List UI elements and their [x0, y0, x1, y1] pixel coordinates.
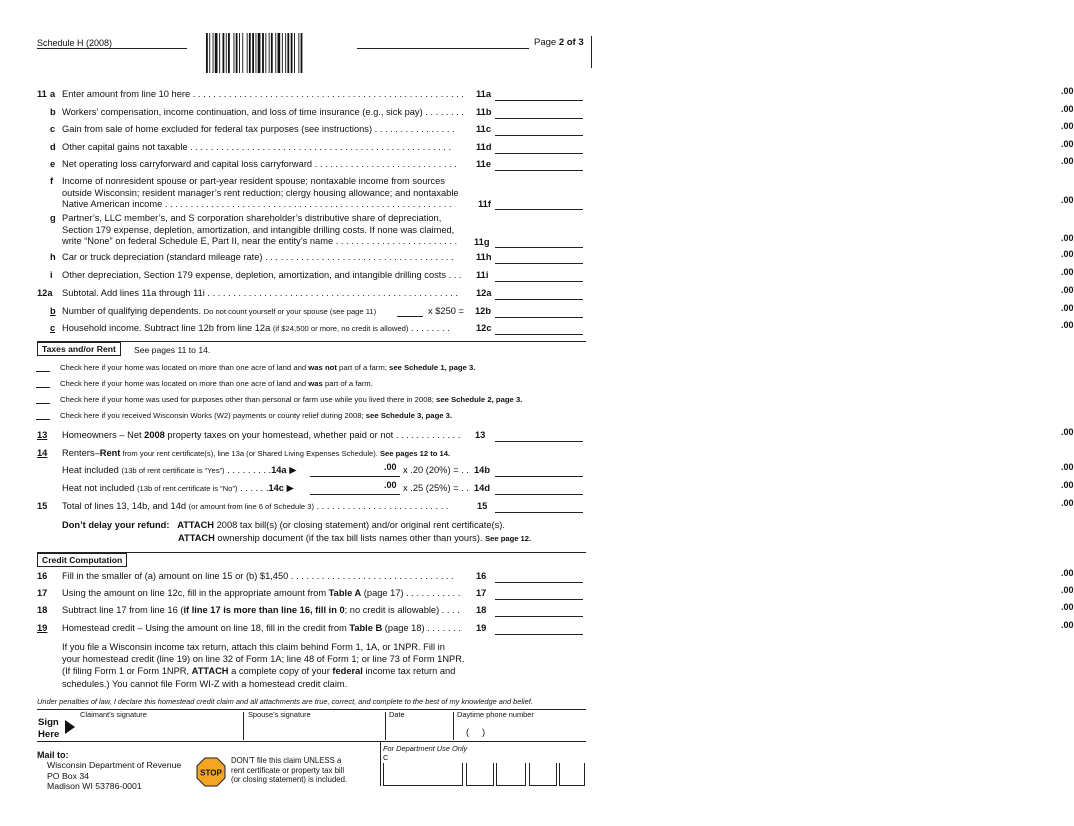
- sign-here-label: Sign Here: [38, 717, 60, 740]
- penalties-statement: Under penalties of law, I declare this homestead credit claim and all attachments are true, correct, and complete to the best of my knowledge and belief.: [37, 697, 533, 706]
- amount-19[interactable]: .00: [495, 623, 583, 635]
- amount-17[interactable]: .00: [495, 588, 583, 600]
- refund-notice-2: ATTACH ownership document (if the tax bill lists names other than yours). See page 12.: [178, 533, 532, 543]
- mail-to-label: Mail to:: [37, 750, 69, 760]
- sign-arrow-icon: [65, 720, 75, 734]
- barcode-bar: [278, 33, 281, 73]
- line-12b: b Number of qualifying dependents. Do not count yourself or your spouse (see page 11) x $250 = 12b .00: [50, 303, 1074, 316]
- amount-16[interactable]: .00: [495, 571, 583, 583]
- stop-notice: DON’T file this claim UNLESS a rent certificate or property tax bill (or closing statement) is included.: [231, 756, 348, 785]
- barcode-bar: [294, 33, 295, 73]
- arrow-icon: ▶: [289, 465, 297, 475]
- amount-13[interactable]: .00: [495, 430, 583, 442]
- barcode-bar: [242, 33, 243, 73]
- line-11b: b Workers’ compensation, income continuation, and loss of time insurance (e.g., sick pay) . . . . . . . . 11b .00: [50, 103, 1074, 117]
- claimant-signature-label: Claimant’s signature: [80, 710, 147, 719]
- amount-12c[interactable]: .00: [495, 323, 583, 335]
- amount-14c[interactable]: .00: [310, 483, 400, 495]
- page-number: Page 2 of 3: [534, 37, 584, 48]
- amount-11e[interactable]: .00: [495, 159, 583, 171]
- line-17: 17 Using the amount on line 12c, fill in the appropriate amount from Table A (page 17) . . . . . . . . . . . 17 .00: [37, 585, 1074, 598]
- arrow-icon: ▶: [286, 483, 294, 493]
- line-15: 15 Total of lines 13, 14b, and 14d (or amount from line 6 of Schedule 3) . . . . . . . . . . . . . . . . . . . . . . . . . . 15 .00: [37, 498, 1074, 511]
- check-box-3[interactable]: [36, 394, 50, 404]
- line-11e: e Net operating loss carryforward and capital loss carryforward . . . . . . . . . . . . . . . . . . . . . . . . . . . . 11e .00: [50, 156, 1074, 169]
- dept-use-box-2: [466, 763, 494, 786]
- schedule-id: Schedule H (2008): [37, 38, 113, 48]
- check-box-2[interactable]: [36, 378, 50, 388]
- barcode-bar: [282, 33, 283, 73]
- barcode-bar: [215, 33, 218, 73]
- barcode-bar: [239, 33, 240, 73]
- barcode-bar: [219, 33, 220, 73]
- amount-11i[interactable]: .00: [495, 270, 583, 282]
- barcode-bar: [206, 33, 208, 73]
- dependents-count-field[interactable]: [397, 316, 423, 317]
- amount-11b[interactable]: .00: [495, 107, 583, 119]
- dept-use-label: For Department Use Only: [383, 744, 468, 753]
- line-14c: Heat not included (13b of rent certificate is “No”) . . . . . .14c ▶ .00 x .25 (25%) = . . 14d .00: [62, 480, 1074, 493]
- amount-15[interactable]: .00: [495, 501, 583, 513]
- line-11c: c Gain from sale of home excluded for federal tax purposes (see instructions) . . . . . . . . . . . . . . . . 11c .00: [50, 121, 1074, 134]
- filing-instructions: If you file a Wisconsin income tax return, attach this claim behind Form 1, 1A, or 1NPR. Fill in your homestead credit (line 19) on line 32 of Form 1A; line 48 of Form 1; or line 73 of Form 1NPR. (If filing Form 1 or Form 1NPR, ATTACH a complete copy of your federal income tax return and schedules.) You cannot file Form WI-Z with a homestead credit claim.: [62, 642, 465, 689]
- amount-11c[interactable]: .00: [495, 124, 583, 136]
- amount-11g[interactable]: .00: [495, 236, 583, 248]
- amount-18[interactable]: .00: [495, 605, 583, 617]
- phone-field[interactable]: [456, 716, 586, 740]
- check-box-4[interactable]: [36, 410, 50, 420]
- line-14: 14 Renters–Rent from your rent certificate(s), line 13a (or Shared Living Expenses Schedule). See pages 12 to 14.: [37, 448, 451, 458]
- barcode-bar: [291, 33, 293, 73]
- barcode-bar: [249, 33, 251, 73]
- line-12a: 12a Subtotal. Add lines 11a through 11i . . . . . . . . . . . . . . . . . . . . . . . . . . . . . . . . . . . . . . . . . . . . . . . . . 12a .00: [37, 285, 1074, 298]
- phone-label: Daytime phone number: [457, 710, 534, 719]
- amount-11d[interactable]: .00: [495, 142, 583, 154]
- refund-notice-1: Don’t delay your refund: ATTACH 2008 tax bill(s) (or closing statement) and/or original rent certificate(s).: [62, 520, 505, 530]
- amount-11h[interactable]: .00: [495, 252, 583, 264]
- barcode: [206, 33, 336, 73]
- barcode-bar: [258, 33, 261, 73]
- line-11i: i Other depreciation, Section 179 expense, depletion, amortization, and intangible drilling costs . . . 11i .00: [50, 267, 1074, 280]
- barcode-bar: [209, 33, 210, 73]
- amount-11a[interactable]: .00: [495, 89, 583, 101]
- barcode-bar: [298, 33, 299, 73]
- barcode-bar: [285, 33, 286, 73]
- line-11g: g Partner’s, LLC member’s, and S corporation shareholder’s distributive share of depreciation, Section 179 expense, depletion, amortization, and intangible drilling costs. If none was claimed, write “None” on federal Schedule E, Part II, near the entity’s name . . . . . . . . . . . . . . . . . . . . . . . . 11g .00: [50, 213, 1074, 247]
- barcode-bar: [223, 33, 225, 73]
- check-label-2: Check here if your home was located on more than one acre of land and was part of a farm.: [60, 379, 373, 388]
- line-13: 13 Homeowners – Net 2008 property taxes on your homestead, whether paid or not . . . . . . . . . . . . . 13 .00: [37, 427, 1074, 440]
- line-12c: c Household income. Subtract line 12b from line 12a (if $24,500 or more, no credit is allowed) . . . . . . . . 12c .00: [50, 320, 1074, 333]
- line-16: 16 Fill in the smaller of (a) amount on line 15 or (b) $1,450 . . . . . . . . . . . . . . . . . . . . . . . . . . . . . . . . 16 .00: [37, 568, 1074, 581]
- amount-14a[interactable]: .00: [310, 465, 400, 477]
- line-19: 19 Homestead credit – Using the amount on line 18, fill in the credit from Table B (page 18) . . . . . . . 19 .00: [37, 620, 1074, 633]
- barcode-bar: [275, 33, 276, 73]
- barcode-bar: [234, 33, 235, 73]
- line-11d: d Other capital gains not taxable . . . . . . . . . . . . . . . . . . . . . . . . . . . . . . . . . . . . . . . . . . . . . . . . . . . 11d .00: [50, 138, 1074, 152]
- check-label-3: Check here if your home was used for purposes other than personal or farm use while you lived there in 2008; see Schedule 2, page 3.: [60, 395, 523, 404]
- section-credit-title: Credit Computation: [37, 553, 127, 567]
- date-field[interactable]: [388, 716, 450, 740]
- barcode-bar: [213, 33, 214, 73]
- barcode-bar: [252, 33, 254, 73]
- line-11h: h Car or truck depreciation (standard mileage rate) . . . . . . . . . . . . . . . . . . . . . . . . . . . . . . . . . . . . . 11h .00: [50, 249, 1074, 262]
- amount-14d[interactable]: .00: [495, 483, 583, 495]
- stop-label: STOP: [200, 768, 222, 778]
- dept-use-box-4: [529, 763, 557, 786]
- stop-sign-icon: [197, 758, 225, 786]
- mailing-address: Wisconsin Department of Revenue PO Box 34 Madison WI 53786-0001: [47, 760, 182, 791]
- line-11a: 11 a Enter amount from line 10 here . . . . . . . . . . . . . . . . . . . . . . . . . . . . . . . . . . . . . . . . . . . . . . . . . . . . . 11a .00: [37, 86, 1074, 99]
- section-taxes-rent-note: See pages 11 to 14.: [134, 345, 211, 355]
- dept-use-box-1: [383, 763, 463, 786]
- barcode-bar: [236, 33, 238, 73]
- amount-12a[interactable]: .00: [495, 288, 583, 300]
- margin-rule: [591, 36, 592, 68]
- check-box-1[interactable]: [36, 362, 50, 372]
- amount-11f[interactable]: .00: [495, 198, 583, 210]
- dept-use-box-5: [559, 763, 585, 786]
- dept-use-c: C: [383, 753, 389, 762]
- line-11f: f Income of nonresident spouse or part-year resident spouse; nontaxable income from sources outside Wisconsin; resident manager’s rent reduction; clergy housing allowance; and nontaxable Native American income . . . . . . . . . . . . . . . . . . . . . . . . . . . . . . . . . . . . . . . . . . . . . . . . . . . . . . . . 11f .00: [50, 176, 1074, 210]
- date-label: Date: [389, 710, 405, 719]
- line-14a: Heat included (13b of rent certificate is “Yes”) . . . . . . . . .14a ▶ .00 x .20 (20%) = . . 14b .00: [62, 462, 1074, 475]
- section-taxes-rent-title: Taxes and/or Rent: [37, 342, 121, 356]
- spouse-signature-label: Spouse’s signature: [248, 710, 311, 719]
- amount-12b[interactable]: .00: [495, 306, 583, 318]
- barcode-bar: [262, 33, 264, 73]
- amount-14b[interactable]: .00: [495, 465, 583, 477]
- check-label-1: Check here if your home was located on more than one acre of land and was not part of a farm; see Schedule 1, page 3.: [60, 363, 476, 372]
- barcode-bar: [269, 33, 270, 73]
- barcode-bar: [228, 33, 230, 73]
- spouse-signature-field[interactable]: [246, 716, 381, 740]
- check-label-4: Check here if you received Wisconsin Works (W2) payments or county relief during 2008; see Schedule 3, page 3.: [60, 411, 453, 420]
- line-18: 18 Subtract line 17 from line 16 (if line 17 is more than line 16, fill in 0; no credit is allowable) . . . . 18 .00: [37, 602, 1074, 615]
- barcode-bar: [226, 33, 227, 73]
- barcode-bar: [265, 33, 266, 73]
- barcode-bar: [287, 33, 289, 73]
- barcode-bar: [256, 33, 257, 73]
- barcode-bar: [271, 33, 273, 73]
- claimant-signature-field[interactable]: [80, 716, 240, 740]
- barcode-bar: [301, 33, 303, 73]
- barcode-bar: [247, 33, 248, 73]
- dept-use-box-3: [496, 763, 526, 786]
